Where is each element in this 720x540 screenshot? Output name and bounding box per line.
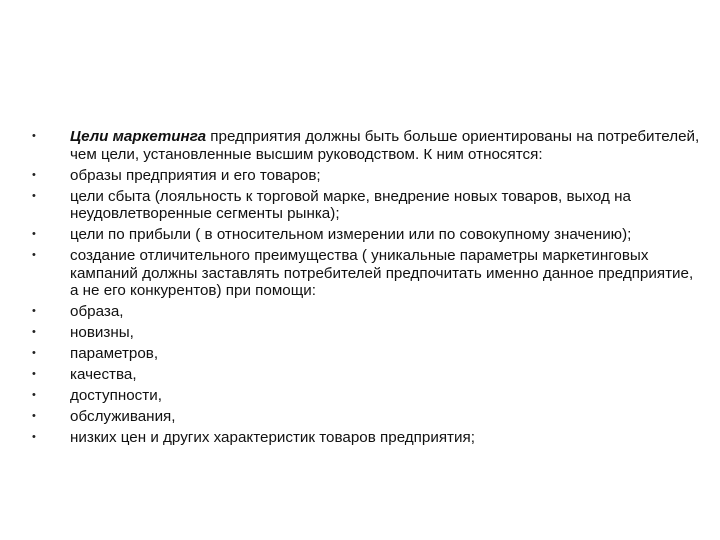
list-item-text: параметров, [70, 345, 159, 363]
list-item-text: цели сбыта (лояльность к торговой марке, внедрение новых товаров, выход на неудовлетворенные сегменты рынка); [70, 187, 631, 223]
list-item-text: новизны, [70, 324, 134, 342]
list-item-text: образы предприятия и его товаров; [70, 166, 321, 184]
bullet-list [32, 128, 704, 450]
list-item [32, 387, 704, 405]
list-item [32, 408, 704, 426]
list-item [32, 167, 704, 185]
list-item-text: низких цен и других характеристик товаров предприятия; [70, 429, 475, 447]
list-item-text: образа, [70, 303, 124, 321]
list-item [32, 345, 704, 363]
bullet-dot-icon: • [32, 168, 36, 181]
intro-text: предприятия должны быть больше ориентированы на потребителей, чем цели, установленные высшим руководством. К ним относятся: [70, 128, 700, 163]
list-item [32, 188, 704, 223]
list-item-text: создание отличительного преимущества ( уникальные параметры маркетинговых кампаний должны заставлять потребителей предпочитать именно данное предприятие, а не его конкурентов) при помощи: [70, 247, 694, 300]
list-item [32, 324, 704, 342]
list-item [32, 429, 704, 447]
bullet-dot-icon: • [32, 326, 36, 339]
bullet-dot-icon: • [32, 249, 36, 262]
bullet-dot-icon: • [32, 189, 36, 202]
bullet-dot-icon: • [32, 305, 36, 318]
list-item-text: доступности, [70, 387, 162, 405]
list-item-text: качества, [70, 366, 137, 384]
list-item-text: обслуживания, [70, 408, 176, 426]
list-item [32, 303, 704, 321]
intro-emphasis: Цели маркетинга [70, 128, 207, 145]
bullet-dot-icon: • [32, 130, 36, 142]
list-item [32, 226, 704, 244]
bullet-dot-icon: • [32, 368, 36, 381]
bullet-dot-icon: • [32, 228, 36, 241]
list-item [32, 366, 704, 384]
bullet-dot-icon: • [32, 431, 36, 444]
list-item [32, 247, 704, 300]
bullet-dot-icon: • [32, 347, 36, 360]
bullet-dot-icon: • [32, 410, 36, 423]
bullet-dot-icon: • [32, 389, 36, 402]
list-item-intro [32, 128, 704, 163]
list-item-text: цели по прибыли ( в относительном измерении или по совокупному значению); [70, 226, 632, 244]
